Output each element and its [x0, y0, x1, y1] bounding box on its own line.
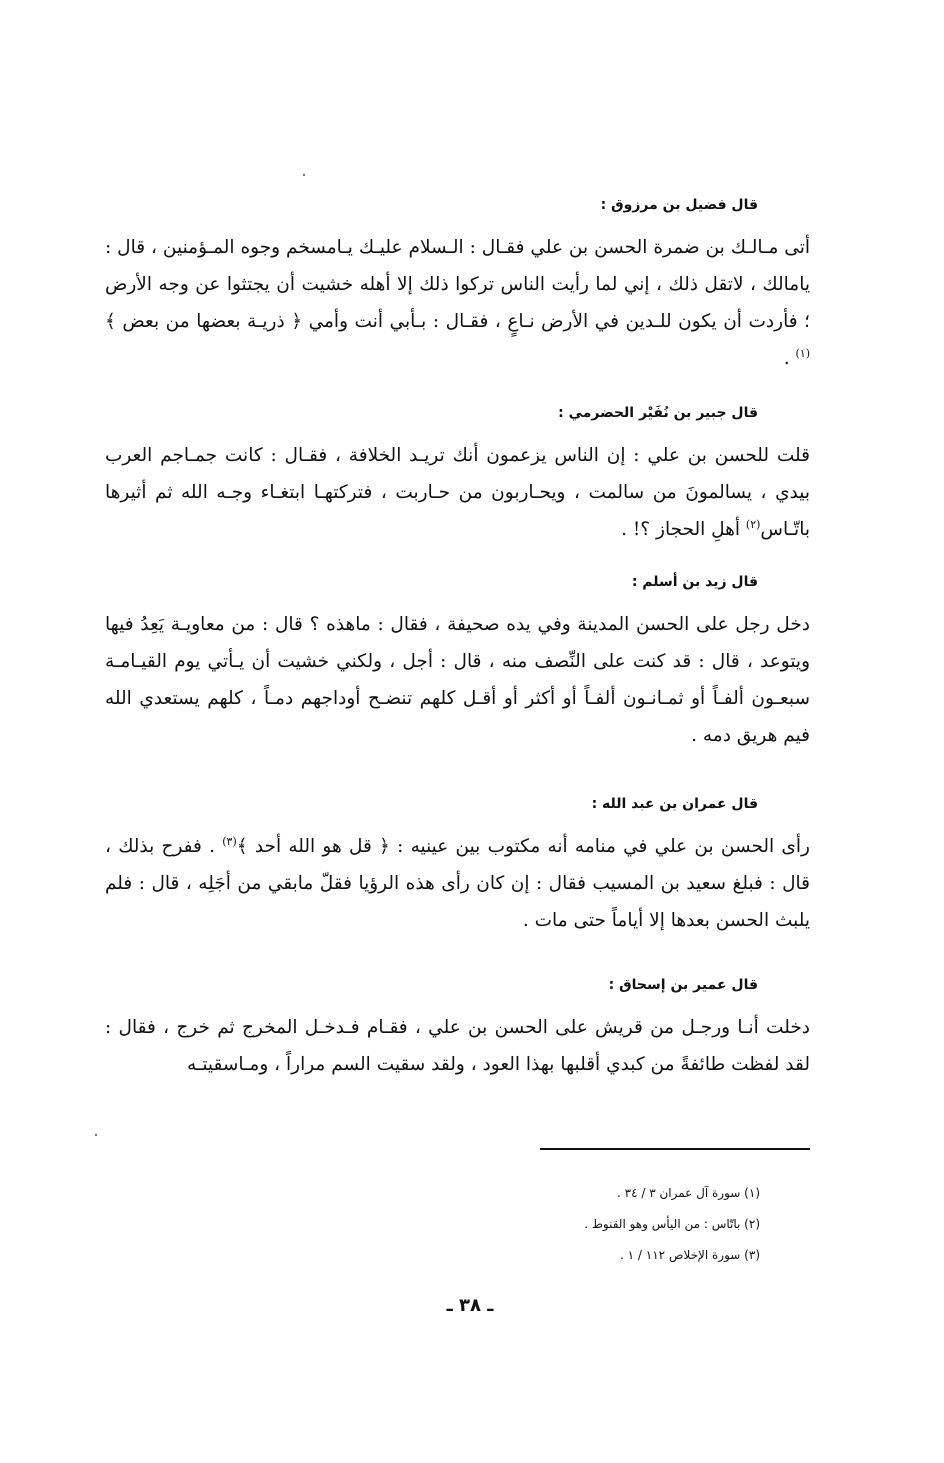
footnote-divider [540, 1148, 810, 1150]
narration-body: رأى الحسن بن علي في منامه أنه مكتوب بين عينيه : ﴿ قل هو الله أحد ﴾ [236, 836, 810, 857]
narration-section [105, 403, 810, 548]
narration-text [105, 229, 810, 377]
footnote-ref: (١) [795, 346, 810, 360]
footnotes [400, 1178, 760, 1271]
narration-body: دخل رجل على الحسن المدينة وفي يده صحيفة ، فقال : ماهذه ؟ قال : من معاويـة يَعِدُ فيها ويتوعد ، قال : قد كنت على النِّصف منه ، قال : أجل ، ولكني خشيت أن يـأتي يوم القيـامـة سبعـون ألفـاً أو ثمـانـون ألفـاً أو أكثر أو أقـل كلهم تنضـح أوداجهم دمـاً ، كلهم يستعدي الله فيم هريق دمه . [105, 614, 810, 746]
narrator-heading: قال عمران بن عبد الله : [591, 796, 758, 812]
narration-text [105, 1009, 810, 1083]
narration-body: قلت للحسن بن علي : إن الناس يزعمون أنك تريـد الخلافة ، فقـال : كانت جمـاجم العرب بيدي ، يسالمونَ من سالمت ، ويحـاربون من حـاربت ، فتركتهـا ابتغـاء وجـه الله ثم أثيرها باتّـاس [105, 445, 810, 540]
scan-speck [303, 174, 305, 176]
narration-tail: . ففرح بذلك ، قال : فبلغ سعيد بن المسيب فقال : إن كان رأى هذه الرؤيا فقلّ مابقي من أجَلِه ، قال : فلم يلبث الحسن بعدها إلا أياماً حتى مات . [105, 836, 810, 931]
narration-section [105, 572, 810, 754]
footnote-ref: (٢) [745, 517, 761, 531]
footnote-ref: (٣) [222, 834, 237, 848]
page-number: ـ ٣٨ ـ [446, 1295, 494, 1316]
narration-section [105, 975, 810, 1083]
narrator-heading: قال عمير بن إسحاق : [608, 977, 758, 993]
footnote-item: (٣) سورة الإخلاص ١١٢ / ١ . [620, 1248, 760, 1262]
scan-speck [95, 1134, 97, 1136]
narration-section [105, 195, 810, 377]
narration-body: دخلت أنـا ورجـل من قريش على الحسن بن علي ، فقـام فـدخـل المخرج ثم خرج ، فقال : لقد لفظت طائفةً من كبدي أقلبها بهذا العود ، ولقد سقيت السم مراراً ، ومـاسقيتـه [105, 1017, 810, 1075]
narration-tail: . [783, 348, 796, 369]
narration-body: أتى مـالـك بن ضمرة الحسن بن علي فقـال : الـسلام عليـك يـامسخم وجوه المـؤمنين ، قال : يامالك ، لاتقل ذلك ، إني لما رأيت الناس تركوا ذلك إلا أهله خشيت أن يجتثوا عن وجه الأرض ؛ فأردت أن يكون للـدين في الأرض نـاعٍ ، فقـال : بـأبي أنت وأمي ﴿ ذريـة بعضها من بعض ﴾ [105, 237, 810, 332]
narrator-heading: قال فضيل بن مرزوق : [600, 197, 758, 213]
narrator-heading: قال جبير بن نُفَيْر الحضرمي : [558, 405, 758, 421]
narration-section [105, 794, 810, 939]
footnote-item: (٢) باتّاس : من اليأس وهو القنوط . [584, 1217, 760, 1231]
narration-tail: أهلِ الحجاز ؟! . [621, 519, 746, 540]
narration-text [105, 437, 810, 548]
narration-text [105, 606, 810, 754]
narrator-heading: قال زيد بن أسلم : [631, 574, 758, 590]
page-body [105, 195, 810, 1083]
narration-text [105, 828, 810, 939]
footnote-item: (١) سورة آل عمران ٣ / ٣٤ . [617, 1186, 760, 1200]
